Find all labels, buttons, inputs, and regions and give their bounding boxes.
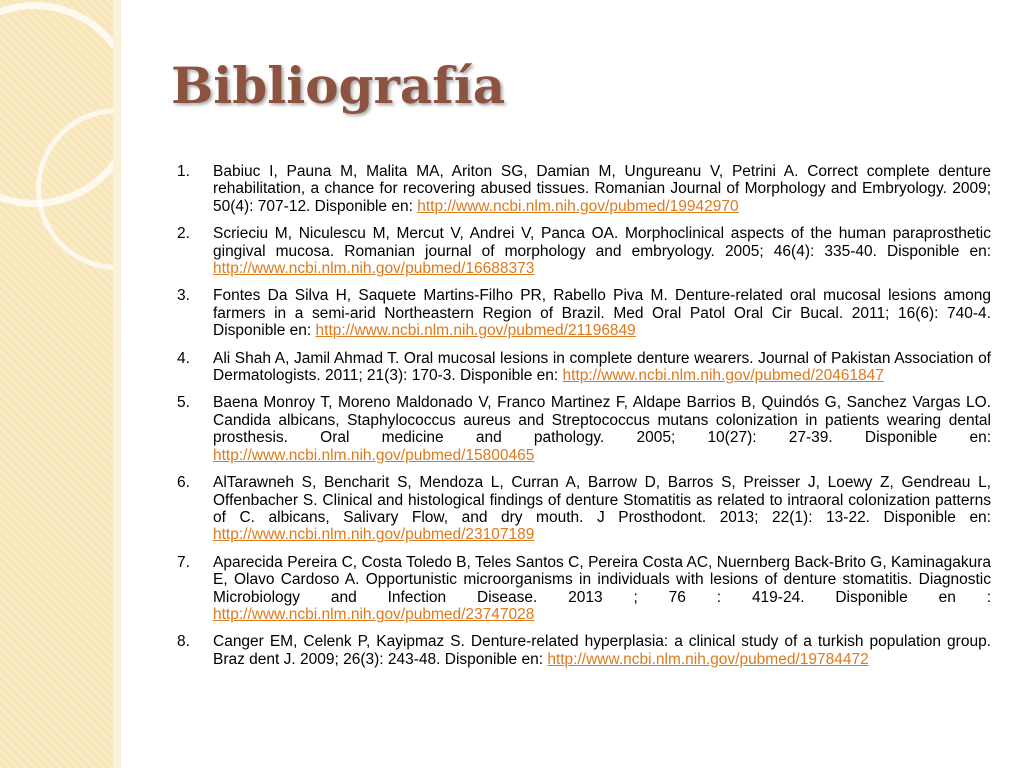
- decorative-side-band: [0, 0, 114, 768]
- reference-link[interactable]: http://www.ncbi.nlm.nih.gov/pubmed/21196849: [315, 322, 636, 340]
- reference-item: [177, 350, 991, 385]
- reference-number: 5.: [177, 394, 190, 412]
- reference-text: Baena Monroy T, Moreno Maldonado V, Franco Martinez F, Aldape Barrios B, Quindós G, Sanchez Vargas LO. Candida albicans, Staphylococcus aureus and Streptococcus mutans colonization in patients wearing dental prosthesis. Oral medicine and pathology. 2005; 10(27): 27-39. Disponible en:: [213, 394, 991, 447]
- reference-item: [177, 474, 991, 544]
- slide-title: Bibliografía: [171, 56, 506, 115]
- reference-number: 7.: [177, 553, 190, 571]
- reference-link[interactable]: http://www.ncbi.nlm.nih.gov/pubmed/23747028: [213, 605, 535, 623]
- reference-link[interactable]: http://www.ncbi.nlm.nih.gov/pubmed/23107189: [213, 526, 535, 544]
- reference-item: [177, 163, 991, 215]
- reference-text: Babiuc I, Pauna M, Malita MA, Ariton SG, Damian M, Ungureanu V, Petrini A. Correct complete denture rehabilitation, a chance for recovering abused tissues. Romanian Journal of Morphology and Embryology. 2009; 50(4): 707-12. Disponible en:: [213, 163, 991, 215]
- reference-item: [177, 394, 991, 464]
- reference-item: [177, 554, 991, 624]
- reference-text: Canger EM, Celenk P, Kayipmaz S. Denture-related hyperplasia: a clinical study of a turkish population group. Braz dent J. 2009; 26(3): 243-48. Disponible en:: [213, 633, 991, 668]
- reference-link[interactable]: http://www.ncbi.nlm.nih.gov/pubmed/15800465: [213, 446, 535, 464]
- reference-number: 4.: [177, 349, 190, 367]
- reference-text: Scrieciu M, Niculescu M, Mercut V, Andrei V, Panca OA. Morphoclinical aspects of the human paraprosthetic gingival mucosa. Romanian journal of morphology and embryology. 2005; 46(4): 335-40. Disponible en:: [213, 225, 991, 260]
- reference-item: [177, 225, 991, 277]
- reference-text: AlTarawneh S, Bencharit S, Mendoza L, Curran A, Barrow D, Barros S, Preisser J, Loewy Z, Gendreau L, Offenbacher S. Clinical and histological findings of denture Stomatitis as related to intraoral colonization patterns of C. albicans, Salivary Flow, and dry mouth. J Prosthodont. 2013; 22(1): 13-22. Disponible en:: [213, 474, 991, 526]
- reference-link[interactable]: http://www.ncbi.nlm.nih.gov/pubmed/20461847: [562, 367, 884, 385]
- reference-number: 2.: [177, 225, 190, 243]
- reference-number: 1.: [177, 163, 190, 180]
- reference-link[interactable]: http://www.ncbi.nlm.nih.gov/pubmed/19942970: [417, 197, 739, 215]
- reference-text: Ali Shah A, Jamil Ahmad T. Oral mucosal lesions in complete denture wearers. Journal of Pakistan Association of Dermatologists. 2011; 21(3): 170-3. Disponible en:: [213, 349, 991, 385]
- reference-link[interactable]: http://www.ncbi.nlm.nih.gov/pubmed/16688373: [213, 260, 535, 278]
- reference-number: 8.: [177, 633, 190, 651]
- reference-item: [177, 633, 991, 668]
- reference-link[interactable]: http://www.ncbi.nlm.nih.gov/pubmed/19784472: [547, 650, 869, 668]
- reference-text: Fontes Da Silva H, Saquete Martins-Filho PR, Rabello Piva M. Denture-related oral mucosal lesions among farmers in a semi-arid Northeastern Region of Brazil. Med Oral Patol Oral Cir Bucal. 2011; 16(6): 740-4. Disponible en:: [213, 287, 991, 340]
- reference-number: 6.: [177, 474, 190, 492]
- reference-list: [177, 163, 991, 678]
- reference-number: 3.: [177, 287, 190, 305]
- decorative-side-strip: [113, 0, 121, 768]
- reference-text: Aparecida Pereira C, Costa Toledo B, Teles Santos C, Pereira Costa AC, Nuernberg Back-Brito G, Kaminagakura E, Olavo Cardoso A. Opportunistic microorganisms in individuals with lesions of denture stomatitis. Diagnostic Microbiology and Infection Disease. 2013 ; 76 : 419-24. Disponible en :: [213, 553, 991, 606]
- reference-item: [177, 287, 991, 339]
